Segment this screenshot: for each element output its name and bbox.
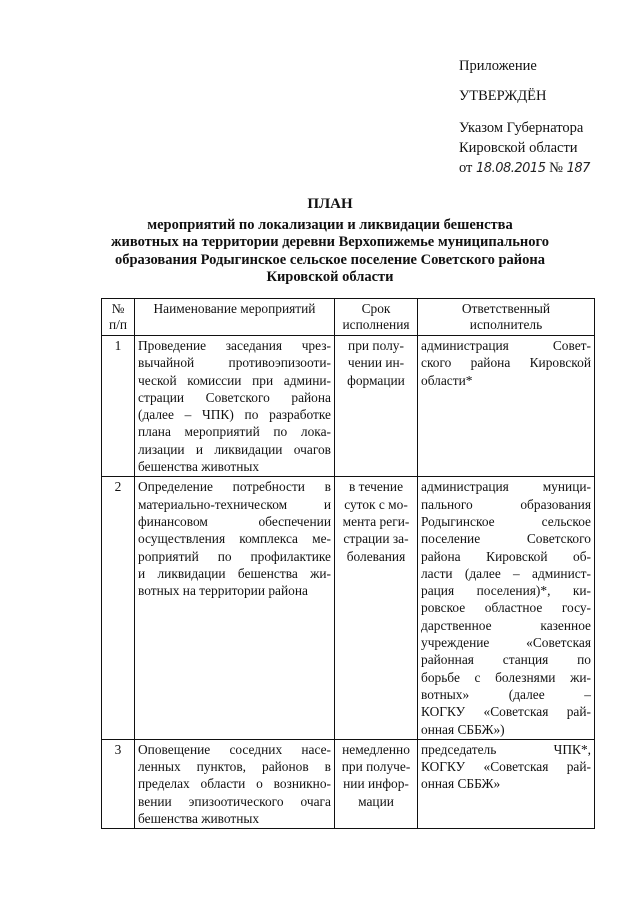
cell-line: дарственное казенное [421,617,591,633]
execution-term [335,739,418,828]
cell-line: осуществления комплекса ме- [138,531,331,547]
title-line-2: животных на территории деревни Верхопижемье муниципального [111,234,549,250]
row-number: 1 [102,336,135,477]
table-header-row [102,299,595,336]
cell-line: ческой комиссии при админи- [138,372,331,388]
decree-line-1: Указом Губернатора [459,120,584,136]
table-body [102,336,595,829]
header-responsible: Ответственный исполнитель [418,299,595,336]
cell-line: немедленно [342,741,410,757]
decree-date-row [459,158,634,179]
cell-line: в течение [348,479,404,495]
cell-line: ского района Кировской [421,355,591,371]
title-line-1: мероприятий по локализации и ликвидации бешенства [147,216,513,233]
cell-line: борьбе с болезнями жи- [421,669,591,685]
decree-line-2: Кировской области [459,140,578,156]
cell-line: страции за- [343,531,409,547]
cell-line: при получе- [341,759,411,775]
responsible-party [418,739,595,828]
cell-line: онная СББЖ» [421,776,501,792]
cell-line: болевания [346,548,406,564]
handwritten-date: 18.08.2015 [476,161,546,176]
cell-line: формации [347,372,405,388]
cell-line: администрация муници- [421,479,591,495]
plan-table [101,298,595,829]
cell-line: пального образования [421,496,591,512]
cell-line: роприятий по профилактике [138,548,331,564]
cell-line: лизации и ликвидации очагов [138,441,331,457]
title-line-3: образования Родыгинское сельское поселение Советского района [114,251,546,268]
cell-line: и ликвидации бешенства жи- [138,565,331,581]
cell-line: района Кировской об- [421,548,591,564]
cell-line: мента реги- [342,513,410,529]
execution-term [335,336,418,477]
cell-line: финансовом обеспечении [138,513,331,529]
cell-line: (далее – ЧПК) по разработке [138,407,331,423]
approved-label: УТВЕРЖДЁН [459,88,547,104]
execution-term [335,477,418,739]
activity-name [135,739,335,828]
cell-line: вотных» (далее – [421,686,591,702]
approval-stamp [459,56,634,179]
responsible-party [418,336,595,477]
cell-line: чении ин- [347,355,405,371]
cell-line: районная станция по [421,652,591,668]
cell-line: председатель ЧПК*, [421,741,591,757]
cell-line: при полу- [348,338,404,353]
cell-line: поселение Советского [421,531,591,547]
activity-name [135,336,335,477]
cell-line: администрация Совет- [421,338,591,353]
table-row [102,336,595,477]
header-term: Срок исполнения [335,299,418,336]
date-prefix: от [459,160,473,176]
title-main: ПЛАН [307,196,353,212]
cell-line: мации [358,793,394,809]
cell-line: Оповещение соседних насе- [138,741,331,757]
cell-line: ровское областное госу- [421,600,591,616]
number-prefix: № [549,160,563,176]
activity-name [135,477,335,739]
row-number: 2 [102,477,135,739]
cell-line: вотных на территории района [138,583,308,599]
header-num: № п/п [102,299,135,336]
cell-line: плана мероприятий по лока- [138,424,331,440]
table-row [102,739,595,828]
document-title [110,196,550,287]
table-row [102,477,595,739]
cell-line: нии инфор- [343,776,409,792]
appendix-label: Приложение [459,58,537,74]
cell-line: ленных пунктов, районов в [138,759,331,775]
cell-line: пределах области о возникно- [138,776,331,792]
cell-line: рация поселения)*, ки- [421,583,591,599]
cell-line: Родыгинское сельское [421,513,591,529]
responsible-party [418,477,595,739]
cell-line: учреждение «Советская [421,635,591,651]
cell-line: материально-техническом и [138,496,331,512]
cell-line: Определение потребности в [138,479,331,495]
title-line-4: Кировской области [266,269,394,285]
cell-line: страции Советского района [138,389,331,405]
cell-line: онная СББЖ») [421,721,505,737]
cell-line: суток с мо- [344,496,408,512]
handwritten-number: 187 [566,161,590,176]
cell-line: бешенства животных [138,811,260,827]
cell-line: КОГКУ «Советская рай- [421,759,591,775]
header-name: Наименование мероприятий [135,299,335,336]
cell-line: бешенства животных [138,459,260,475]
cell-line: вении эпизоотического очага [138,793,331,809]
cell-line: вычайной противоэпизооти- [138,355,331,371]
cell-line: ласти (далее – админист- [421,565,591,581]
cell-line: области* [421,372,473,388]
row-number: 3 [102,739,135,828]
cell-line: Проведение заседания чрез- [138,338,331,353]
cell-line: КОГКУ «Советская рай- [421,704,591,720]
